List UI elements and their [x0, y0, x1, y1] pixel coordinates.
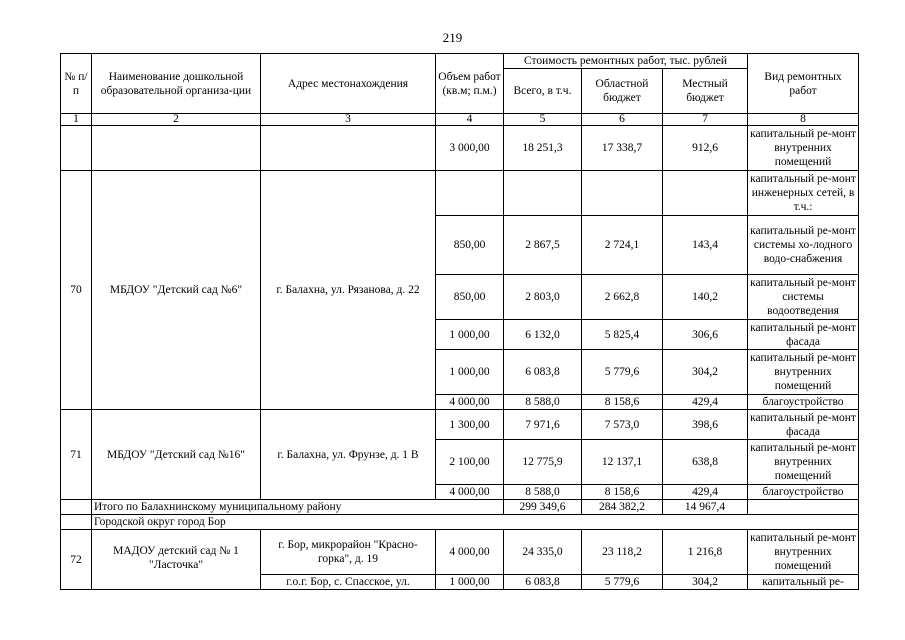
total-row	[61, 500, 859, 515]
cell-local: 638,8	[663, 440, 748, 485]
cell-volume: 4 000,00	[436, 530, 504, 575]
cell-regional	[582, 171, 663, 216]
col-index: 8	[748, 114, 859, 126]
table-row	[61, 171, 859, 216]
cell-total: 6 083,8	[504, 575, 582, 590]
cell-name: МБДОУ "Детский сад №16"	[92, 410, 261, 500]
cell-local: 1 216,8	[663, 530, 748, 575]
cell-volume: 2 100,00	[436, 440, 504, 485]
cell-regional: 5 779,6	[582, 350, 663, 395]
cell-volume: 1 300,00	[436, 410, 504, 440]
header-address: Адрес местонахождения	[261, 54, 436, 114]
cell-address: г. Балахна, ул. Рязанова, д. 22	[261, 171, 436, 410]
cell-total: 6 132,0	[504, 320, 582, 350]
cell-kind: капитальный ре-монт системы хо-лодного водо-снабжения	[748, 216, 859, 275]
col-index: 1	[61, 114, 92, 126]
cell-total: 12 775,9	[504, 440, 582, 485]
cell-total: 2 803,0	[504, 275, 582, 320]
cell-total: 18 251,3	[504, 126, 582, 171]
col-index: 6	[582, 114, 663, 126]
cell-total: 7 971,6	[504, 410, 582, 440]
cell-kind: капитальный ре-монт внутренних помещений	[748, 350, 859, 395]
cell-total: 8 588,0	[504, 395, 582, 410]
header-num: № п/п	[61, 54, 92, 114]
cell-total: 8 588,0	[504, 485, 582, 500]
cell-address: г. Балахна, ул. Фрунзе, д. 1 В	[261, 410, 436, 500]
cell-volume: 4 000,00	[436, 485, 504, 500]
cell-local: 143,4	[663, 216, 748, 275]
header-name: Наименование дошкольной образовательной организа-ции	[92, 54, 261, 114]
cell-name: МАДОУ детский сад № 1 "Ласточка"	[92, 530, 261, 590]
cell-kind: благоустройство	[748, 485, 859, 500]
cell-total: 6 083,8	[504, 350, 582, 395]
header-regional: Областной бюджет	[582, 69, 663, 114]
cell-local: 14 967,4	[663, 500, 748, 515]
header-total: Всего, в т.ч.	[504, 69, 582, 114]
cell-num: 71	[61, 410, 92, 500]
cell-address: г.о.г. Бор, с. Спасское, ул.	[261, 575, 436, 590]
cell-local: 306,6	[663, 320, 748, 350]
section-label: Городской округ город Бор	[92, 515, 859, 530]
cell-kind: капитальный ре-монт фасада	[748, 320, 859, 350]
cell-volume: 850,00	[436, 275, 504, 320]
cell-total: 24 335,0	[504, 530, 582, 575]
col-index: 7	[663, 114, 748, 126]
cell-name: МБДОУ "Детский сад №6"	[92, 171, 261, 410]
header-cost-group: Стоимость ремонтных работ, тыс. рублей	[504, 54, 748, 69]
cell-total: 299 349,6	[504, 500, 582, 515]
cell-regional: 5 779,6	[582, 575, 663, 590]
cell-kind: капитальный ре-монт внутренних помещений	[748, 126, 859, 171]
table-row	[61, 410, 859, 440]
header-local: Местный бюджет	[663, 69, 748, 114]
cell-volume: 3 000,00	[436, 126, 504, 171]
cell-total: 2 867,5	[504, 216, 582, 275]
cell-local: 304,2	[663, 350, 748, 395]
col-index: 3	[261, 114, 436, 126]
cell-kind: капитальный ре-	[748, 575, 859, 590]
header-volume: Объем работ (кв.м; п.м.)	[436, 54, 504, 114]
cell-regional: 7 573,0	[582, 410, 663, 440]
cell-volume: 1 000,00	[436, 350, 504, 395]
cell-volume	[436, 171, 504, 216]
cell-kind: капитальный ре-монт инженерных сетей, в т.ч.:	[748, 171, 859, 216]
cell-address: г. Бор, микрорайон "Красно-горка", д. 19	[261, 530, 436, 575]
cell-kind: капитальный ре-монт внутренних помещений	[748, 440, 859, 485]
cell-kind: капитальный ре-монт фасада	[748, 410, 859, 440]
cell-regional: 17 338,7	[582, 126, 663, 171]
page-number: 219	[442, 30, 463, 45]
cell-regional: 2 662,8	[582, 275, 663, 320]
header-kind: Вид ремонтных работ	[748, 54, 859, 114]
table-row	[61, 530, 859, 575]
cell-regional: 284 382,2	[582, 500, 663, 515]
cell-local: 429,4	[663, 395, 748, 410]
cell-regional: 23 118,2	[582, 530, 663, 575]
repair-cost-table	[60, 53, 859, 590]
cell-total	[504, 171, 582, 216]
cell-regional: 8 158,6	[582, 485, 663, 500]
cell-kind: капитальный ре-монт системы водоотведения	[748, 275, 859, 320]
cell-kind: благоустройство	[748, 395, 859, 410]
cell-local	[663, 171, 748, 216]
cell-local: 304,2	[663, 575, 748, 590]
cell-local: 912,6	[663, 126, 748, 171]
cell-regional: 12 137,1	[582, 440, 663, 485]
col-index: 4	[436, 114, 504, 126]
cell-regional: 2 724,1	[582, 216, 663, 275]
section-row	[61, 515, 859, 530]
cell-num: 70	[61, 171, 92, 410]
cell-regional: 5 825,4	[582, 320, 663, 350]
cell-regional: 8 158,6	[582, 395, 663, 410]
table-row	[61, 126, 859, 171]
cell-local: 429,4	[663, 485, 748, 500]
cell-volume: 1 000,00	[436, 320, 504, 350]
cell-kind: капитальный ре-монт внутренних помещений	[748, 530, 859, 575]
cell-volume: 850,00	[436, 216, 504, 275]
column-index-row	[61, 114, 859, 126]
cell-local: 398,6	[663, 410, 748, 440]
total-label: Итого по Балахнинскому муниципальному району	[92, 500, 504, 515]
cell-num: 72	[61, 530, 92, 590]
cell-volume: 4 000,00	[436, 395, 504, 410]
cell-local: 140,2	[663, 275, 748, 320]
col-index: 2	[92, 114, 261, 126]
col-index: 5	[504, 114, 582, 126]
cell-volume: 1 000,00	[436, 575, 504, 590]
